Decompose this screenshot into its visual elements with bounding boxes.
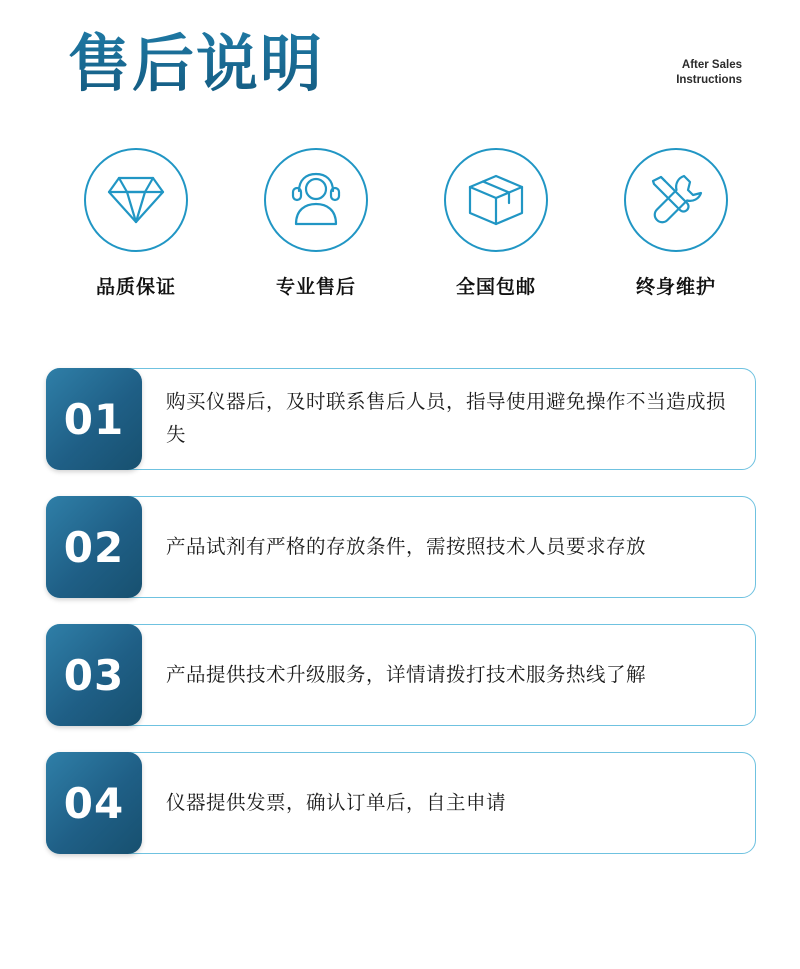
instruction-list <box>46 368 756 880</box>
page-title-english-line1: After Sales <box>681 59 742 71</box>
list-item <box>46 368 756 470</box>
feature-professional-support <box>236 148 396 299</box>
feature-quality-guarantee <box>56 148 216 299</box>
instruction-number: 04 <box>46 752 142 854</box>
page-title-english <box>622 58 742 88</box>
instruction-text: 产品提供技术升级服务，详情请拨打技术服务热线了解 <box>166 663 647 686</box>
feature-label: 专业售后 <box>275 277 356 298</box>
feature-free-shipping <box>416 148 576 299</box>
feature-list <box>56 148 756 299</box>
page-header <box>0 0 800 130</box>
feature-label: 终身维护 <box>635 277 716 298</box>
diamond-icon <box>84 148 188 252</box>
list-item <box>46 496 756 598</box>
headset-support-icon <box>264 148 368 252</box>
instruction-text: 购买仪器后，及时联系售后人员，指导使用避免操作不当造成损失 <box>166 391 727 446</box>
feature-label: 全国包邮 <box>455 277 536 298</box>
instruction-number: 01 <box>46 368 142 470</box>
feature-label: 品质保证 <box>95 277 176 298</box>
package-box-icon <box>444 148 548 252</box>
instruction-number: 03 <box>46 624 142 726</box>
instruction-number: 02 <box>46 496 142 598</box>
list-item <box>46 624 756 726</box>
instruction-text: 仪器提供发票，确认订单后，自主申请 <box>166 791 507 814</box>
list-item <box>46 752 756 854</box>
page-title: 售后说明 <box>68 27 325 100</box>
wrench-screwdriver-icon <box>624 148 728 252</box>
instruction-text: 产品试剂有严格的存放条件，需按照技术人员要求存放 <box>166 535 647 558</box>
feature-lifetime-maintenance <box>596 148 756 299</box>
page-title-english-line2: Instructions <box>676 74 742 86</box>
